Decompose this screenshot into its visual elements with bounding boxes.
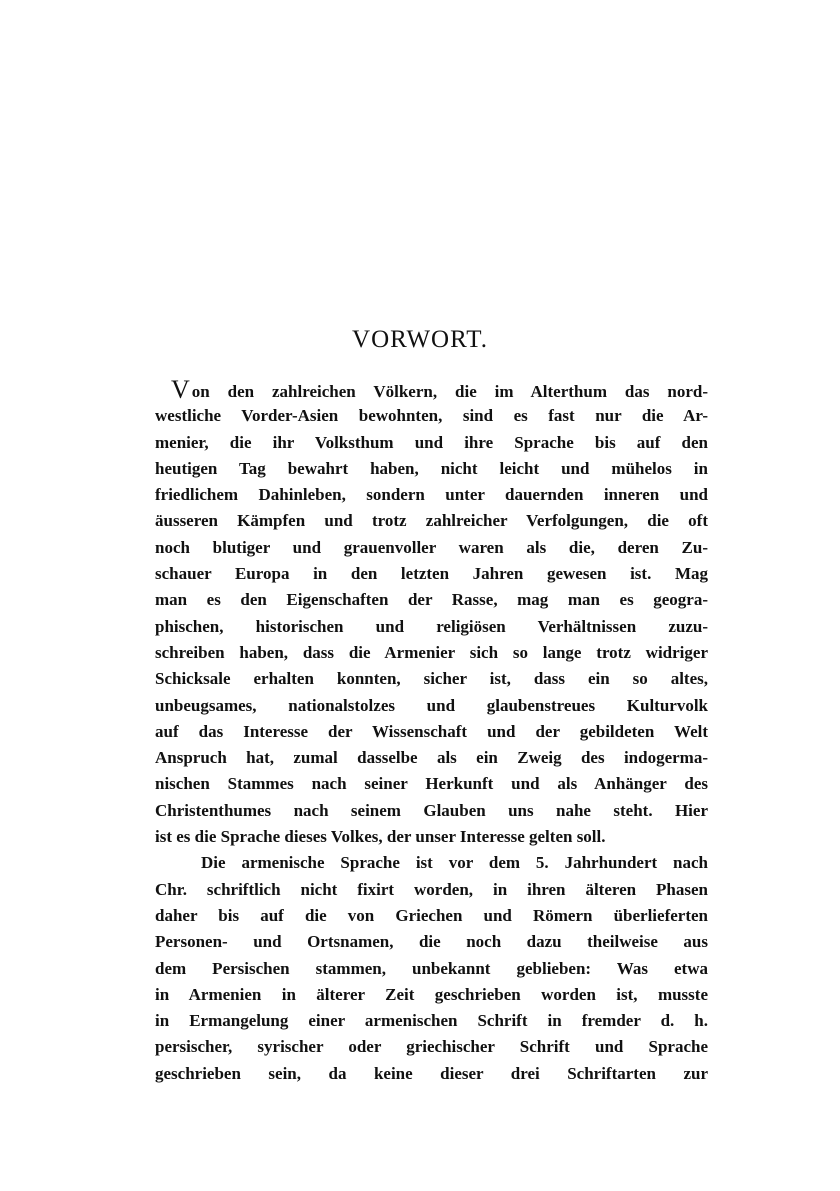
- paragraph-line: geschrieben sein, da keine dieser drei Schriftarten zur: [155, 1063, 708, 1083]
- paragraph-line: schauer Europa in den letzten Jahren gewesen ist. Mag: [155, 564, 708, 584]
- paragraph-line: menier, die ihr Volksthum und ihre Sprache bis auf den: [155, 432, 708, 452]
- paragraph-line: ist es die Sprache dieses Volkes, der unser Interesse gelten soll.: [155, 827, 606, 847]
- paragraph-line: persischer, syrischer oder griechischer Schrift und Sprache: [155, 1037, 708, 1057]
- paragraph-line: phischen, historischen und religiösen Verhältnissen zuzu-: [155, 616, 708, 636]
- drop-cap: V: [171, 375, 190, 404]
- paragraph-line: in Ermangelung einer armenischen Schrift in fremder d. h.: [155, 1011, 708, 1031]
- paragraph-line: Personen- und Ortsnamen, die noch dazu theilweise aus: [155, 932, 708, 952]
- paragraph-line: Anspruch hat, zumal dasselbe als ein Zweig des indogerma-: [155, 748, 708, 768]
- paragraph-line: auf das Interesse der Wissenschaft und der gebildeten Welt: [155, 721, 708, 741]
- page-title: VORWORT.: [352, 326, 488, 353]
- paragraph-line: friedlichem Dahinleben, sondern unter dauernden inneren und: [155, 485, 708, 505]
- paragraph-1-line-1: [155, 377, 708, 403]
- paragraph-line: westliche Vorder-Asien bewohnten, sind es fast nur die Ar-: [155, 406, 708, 426]
- paragraph-line: dem Persischen stammen, unbekannt geblieben: Was etwa: [155, 958, 708, 978]
- paragraph-line: noch blutiger und grauenvoller waren als die, deren Zu-: [155, 537, 708, 557]
- paragraph-line: schreiben haben, dass die Armenier sich so lange trotz widriger: [155, 642, 708, 662]
- paragraph-line: Christenthumes nach seinem Glauben uns nahe steht. Hier: [155, 800, 708, 820]
- paragraph-line: nischen Stammes nach seiner Herkunft und als Anhänger des: [155, 774, 708, 794]
- paragraph-line: unbeugsames, nationalstolzes und glaubenstreues Kulturvolk: [155, 695, 708, 715]
- paragraph-line: Chr. schriftlich nicht fixirt worden, in ihren älteren Phasen: [155, 879, 708, 899]
- paragraph-line: man es den Eigenschaften der Rasse, mag man es geogra-: [155, 590, 708, 610]
- paragraph-line: Schicksale erhalten konnten, sicher ist, dass ein so altes,: [155, 669, 708, 689]
- paragraph-2-line-1: Die armenische Sprache ist vor dem 5. Jahrhundert nach: [201, 853, 708, 873]
- paragraph-line: äusseren Kämpfen und trotz zahlreicher Verfolgungen, die oft: [155, 511, 708, 531]
- paragraph-1-line-1-text: on den zahlreichen Völkern, die im Alterthum das nord-: [191, 382, 708, 401]
- paragraph-line: heutigen Tag bewahrt haben, nicht leicht und mühelos in: [155, 458, 708, 478]
- paragraph-line: in Armenien in älterer Zeit geschrieben worden ist, musste: [155, 984, 708, 1004]
- preface-body: [155, 377, 708, 1087]
- paragraph-line: daher bis auf die von Griechen und Römern überlieferten: [155, 905, 708, 925]
